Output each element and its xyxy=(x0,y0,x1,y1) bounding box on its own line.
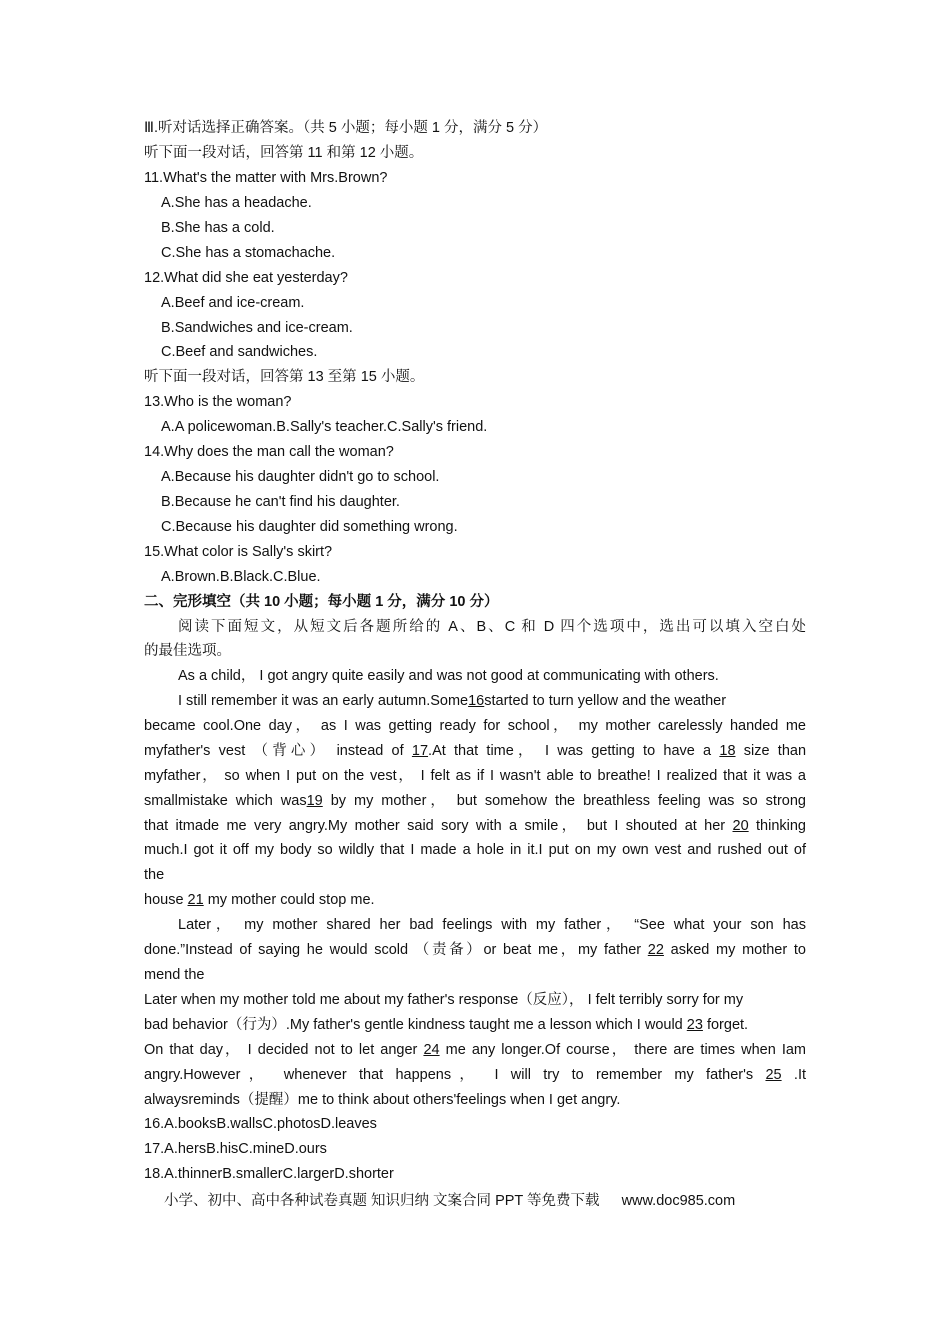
passage-text: smallmistake which was xyxy=(144,793,307,809)
passage-text: forget. xyxy=(706,1017,749,1033)
passage-line xyxy=(144,1065,806,1085)
passage-line xyxy=(144,741,806,761)
question-12-stem: 12.What did she eat yesterday? xyxy=(144,270,348,286)
passage-text: started to turn yellow and the weather xyxy=(484,693,727,709)
question-12-option-a: A.Beef and ice-cream. xyxy=(161,295,305,311)
passage-line xyxy=(144,791,806,811)
question-13-stem: 13.Who is the woman? xyxy=(144,394,292,410)
question-15-stem: 15.What color is Sally's skirt? xyxy=(144,544,333,560)
passage-text: myfather's vest （背心） instead of xyxy=(144,743,404,759)
blank-20: 20 xyxy=(732,818,749,834)
passage-line: Later， my mother shared her bad feelings with my father， “See what your son has xyxy=(178,917,806,933)
dialogue-intro-1: 听下面一段对话，回答第 11 和第 12 小题。 xyxy=(144,145,424,161)
passage-line: Later when my mother told me about my father's response（反应）， I felt terribly sorry for my xyxy=(144,992,744,1008)
cloze-instruction-line-2: 的最佳选项。 xyxy=(144,643,231,659)
passage-text: that itmade me very angry.My mother said sory with a smile， but I shouted at her xyxy=(144,818,726,834)
passage-text: .It xyxy=(793,1067,807,1083)
passage-line: alwaysreminds（提醒）me to think about others'feelings when I get angry. xyxy=(144,1092,621,1108)
question-14-option-b: B.Because he can't find his daughter. xyxy=(161,494,400,510)
passage-line: myfather， so when I put on the vest， I felt as if I wasn't able to breathe! I realized that it was a xyxy=(144,768,806,784)
question-11-option-a: A.She has a headache. xyxy=(161,195,312,211)
question-14-stem: 14.Why does the man call the woman? xyxy=(144,444,394,460)
question-17-options: 17.A.hersB.hisC.mineD.ours xyxy=(144,1141,327,1157)
question-12-option-b: B.Sandwiches and ice-cream. xyxy=(161,320,353,336)
question-12-option-c: C.Beef and sandwiches. xyxy=(161,344,318,360)
blank-18: 18 xyxy=(719,743,736,759)
passage-line xyxy=(144,816,806,836)
question-18-options: 18.A.thinnerB.smallerC.largerD.shorter xyxy=(144,1166,394,1182)
passage-line xyxy=(144,1040,806,1060)
passage-line xyxy=(144,890,806,910)
passage-text: done.”Instead of saying he would scold （责备）or beat me，my father xyxy=(144,942,642,958)
passage-line xyxy=(144,940,806,960)
passage-text: On that day， I decided not to let anger xyxy=(144,1042,418,1058)
question-16-options: 16.A.booksB.wallsC.photosD.leaves xyxy=(144,1116,377,1132)
section-3-title: Ⅲ.听对话选择正确答案。（共 5 小题；每小题 1 分，满分 5 分） xyxy=(144,120,548,136)
question-14-option-a: A.Because his daughter didn't go to school. xyxy=(161,469,440,485)
blank-21: 21 xyxy=(187,892,204,908)
passage-line xyxy=(144,1015,806,1035)
question-14-option-c: C.Because his daughter did something wrong. xyxy=(161,519,458,535)
dialogue-intro-2: 听下面一段对话，回答第 13 至第 15 小题。 xyxy=(144,369,425,385)
cloze-instruction-line-1: 阅读下面短文，从短文后各题所给的 A、B、C 和 D 四个选项中，选出可以填入空白处 xyxy=(178,619,806,635)
passage-line: became cool.One day， as I was getting ready for school， my mother carelessly handed me xyxy=(144,718,806,734)
passage-text: I still remember it was an early autumn.Some xyxy=(178,693,469,709)
question-11-option-c: C.She has a stomachache. xyxy=(161,245,336,261)
passage-text: bad behavior（行为）.My father's gentle kindness taught me a lesson which I would xyxy=(144,1017,683,1033)
passage-text: my mother could stop me. xyxy=(207,892,375,908)
passage-text: thinking xyxy=(756,818,806,834)
blank-23: 23 xyxy=(686,1017,703,1033)
blank-25: 25 xyxy=(765,1067,782,1083)
cloze-section-title: 二、完形填空（共 10 小题；每小题 1 分，满分 10 分） xyxy=(144,594,499,610)
passage-line: mend the xyxy=(144,967,205,983)
blank-17: 17 xyxy=(411,743,429,759)
passage-text: size than xyxy=(743,743,807,759)
question-11-option-b: B.She has a cold. xyxy=(161,220,275,236)
passage-text: by my mother， but somehow the breathless feeling was so strong xyxy=(330,793,806,809)
question-11-stem: 11.What's the matter with Mrs.Brown? xyxy=(144,170,388,186)
blank-24: 24 xyxy=(423,1042,440,1058)
passage-paragraph-1: As a child， I got angry quite easily and was not good at communicating with others. xyxy=(178,668,719,684)
question-13-options: A.A policewoman.B.Sally's teacher.C.Sally's friend. xyxy=(161,419,488,435)
passage-text: me any longer.Of course， there are times when Iam xyxy=(445,1042,807,1058)
page-footer xyxy=(164,1191,804,1211)
passage-text: house xyxy=(144,892,184,908)
blank-19: 19 xyxy=(306,793,323,809)
passage-text: .At that time， I was getting to have a xyxy=(428,743,712,759)
footer-text: 小学、初中、高中各种试卷真题 知识归纳 文案合同 PPT 等免费下载 xyxy=(164,1193,600,1209)
blank-22: 22 xyxy=(647,942,664,958)
passage-line: much.I got it off my body so wildly that I made a hole in it.I put on my own vest and rushed out of xyxy=(144,842,806,858)
passage-line xyxy=(178,691,840,711)
passage-text: asked my mother to xyxy=(670,942,806,958)
passage-text: angry.However， whenever that happens， I will try to remember my father's xyxy=(144,1067,754,1083)
blank-16: 16 xyxy=(468,693,485,709)
question-15-options: A.Brown.B.Black.C.Blue. xyxy=(161,569,321,585)
footer-url[interactable]: www.doc985.com xyxy=(621,1193,736,1209)
passage-line: the xyxy=(144,867,165,883)
